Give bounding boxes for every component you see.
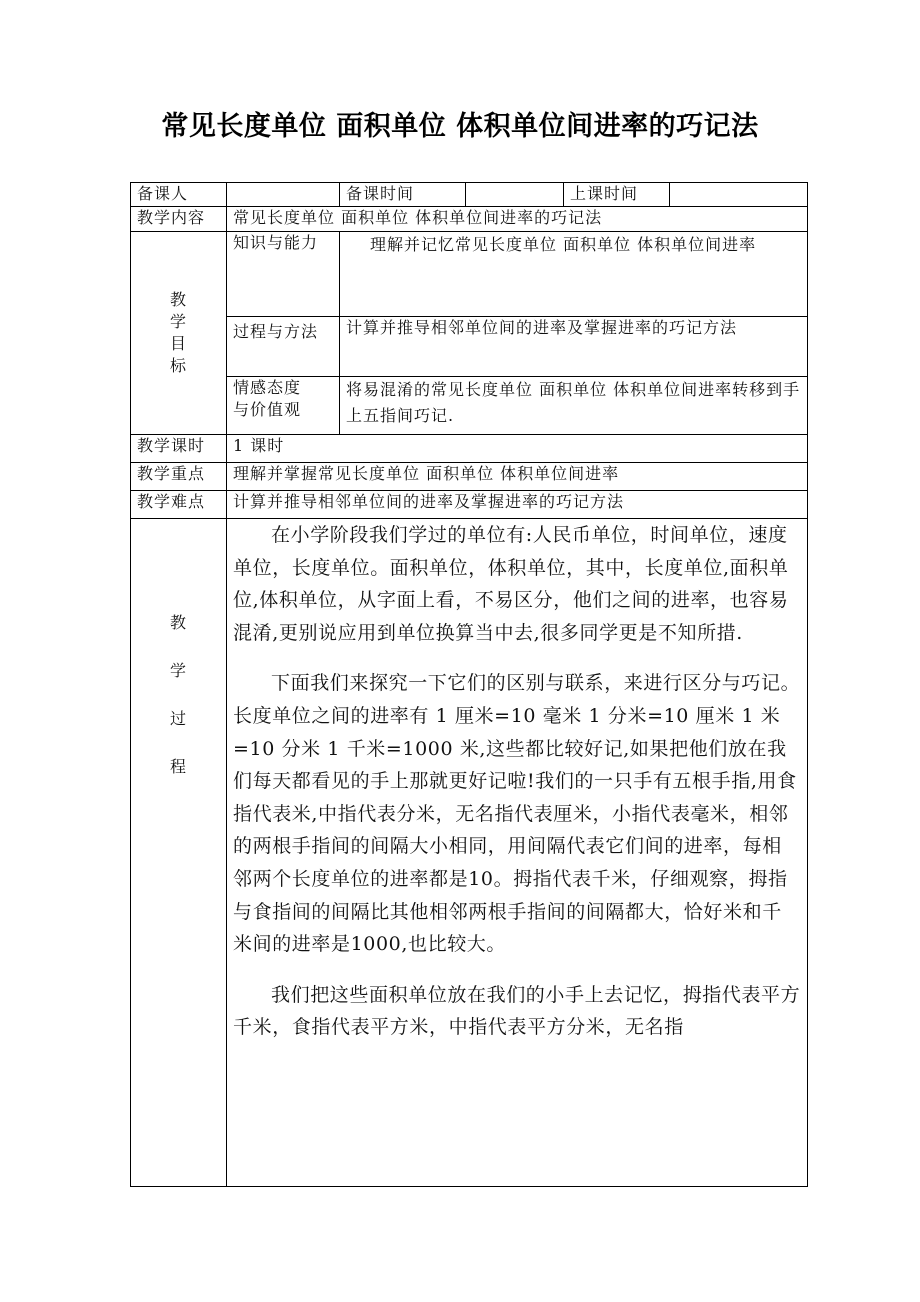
process-method-label: 过程与方法 [227, 317, 340, 377]
goals-label [131, 232, 227, 435]
lesson-plan-table [130, 182, 808, 1187]
emotion-label-line: 与价值观 [233, 400, 302, 419]
header-row [131, 183, 808, 207]
process-label-char: 过 [169, 709, 187, 728]
key-points-row [131, 463, 808, 491]
goal-emotion-row [131, 377, 808, 435]
goal-process-row [131, 317, 808, 377]
process-row [131, 519, 808, 1187]
process-label-char: 教 [169, 613, 187, 632]
hours-value: 1 课时 [227, 435, 808, 463]
process-paragraph: 在小学阶段我们学过的单位有:人民币单位，时间单位，速度单位，长度单位。面积单位，体积单位，其中，长度单位,面积单位,体积单位，从字面上看，不易区分，他们之间的进率，也容易混淆,更别说应用到单位换算当中去,很多同学更是不知所措. [233, 524, 789, 644]
prep-person-label: 备课人 [131, 183, 227, 207]
difficulties-label: 教学难点 [131, 491, 227, 519]
process-paragraph: 下面我们来探究一下它们的区别与联系，来进行区分与巧记。长度单位之间的进率有 1 厘米=10 毫米 1 分米=10 厘米 1 米=10 分米 1 千米=1000 米,这些都比较好记,如果把他们放在我们每天都看见的手上那就更好记啦!我们的一只手有五根手指,用食指代表米,中指代表分米，无名指代表厘米，小指代表毫米，相邻的两根手指间的间隔大小相同，用间隔代表它们间的进率，每相邻两个长度单位的进率都是10。拇指代表千米，仔细观察，拇指与食指间的间隔比其他相邻两根手指间的间隔都大，恰好米和千米间的进率是1000,也比较大。 [233, 672, 801, 956]
content-label: 教学内容 [131, 207, 227, 232]
goals-label-char: 教 [169, 290, 187, 309]
process-label-char: 学 [169, 661, 187, 680]
document-title: 常见长度单位 面积单位 体积单位间进率的巧记法 [161, 111, 759, 142]
goals-label-char: 标 [169, 356, 187, 375]
key-points-value: 理解并掌握常见长度单位 面积单位 体积单位间进率 [227, 463, 808, 491]
class-time-value [670, 183, 808, 207]
process-label [131, 519, 227, 1187]
knowledge-label: 知识与能力 [227, 232, 340, 317]
class-time-label: 上课时间 [564, 183, 670, 207]
emotion-label-line: 情感态度 [233, 378, 302, 397]
hours-label: 教学课时 [131, 435, 227, 463]
difficulties-row [131, 491, 808, 519]
prep-time-label: 备课时间 [340, 183, 466, 207]
process-method-value: 计算并推导相邻单位间的进率及掌握进率的巧记方法 [340, 317, 808, 377]
prep-time-value [466, 183, 564, 207]
goal-knowledge-row [131, 232, 808, 317]
prep-person-value [227, 183, 340, 207]
process-label-char: 程 [169, 757, 187, 776]
emotion-value: 将易混淆的常见长度单位 面积单位 体积单位间进率转移到手上五指间巧记. [340, 377, 808, 435]
knowledge-value: 理解并记忆常见长度单位 面积单位 体积单位间进率 [340, 232, 808, 317]
hours-row [131, 435, 808, 463]
content-row [131, 207, 808, 232]
process-paragraph: 我们把这些面积单位放在我们的小手上去记忆，拇指代表平方千米，食指代表平方米，中指代表平方分米，无名指 [233, 983, 801, 1039]
content-value: 常见长度单位 面积单位 体积单位间进率的巧记法 [227, 207, 808, 232]
emotion-label [227, 377, 340, 435]
key-points-label: 教学重点 [131, 463, 227, 491]
difficulties-value: 计算并推导相邻单位间的进率及掌握进率的巧记方法 [227, 491, 808, 519]
goals-label-char: 学 [169, 312, 187, 331]
goals-label-char: 目 [169, 334, 187, 353]
process-body [227, 519, 808, 1187]
